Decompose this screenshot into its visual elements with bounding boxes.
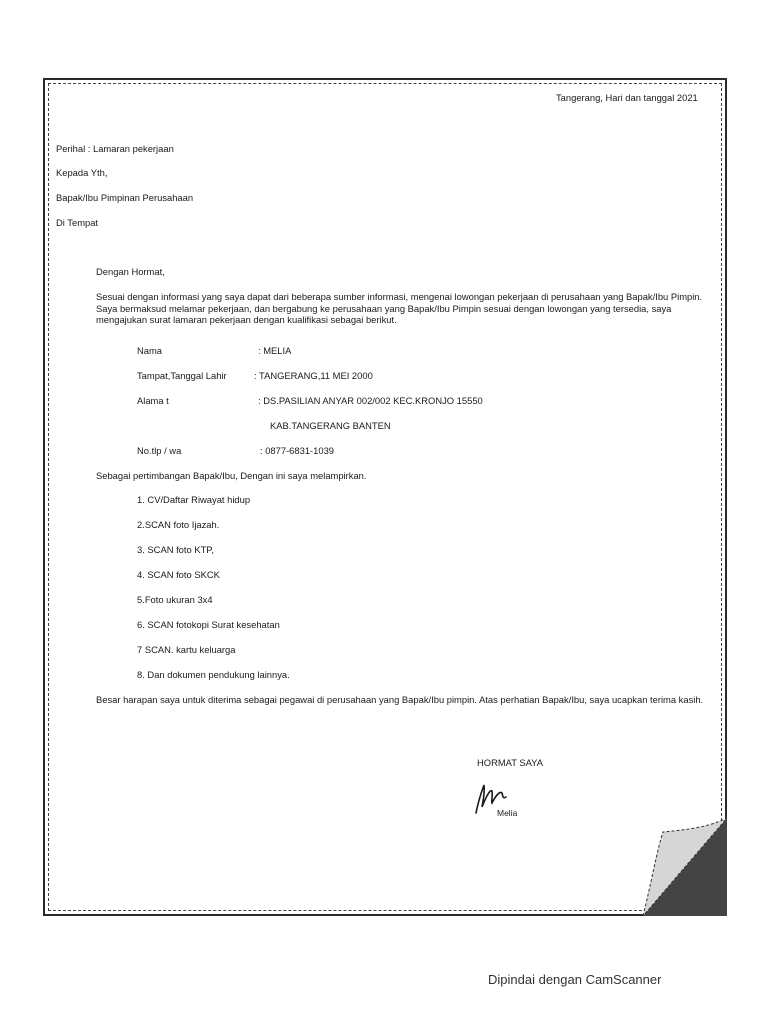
signature-name: Melia <box>497 808 518 818</box>
recipient-line: Bapak/Ibu Pimpinan Perusahaan <box>56 192 194 203</box>
hormat-label: HORMAT SAYA <box>477 757 543 768</box>
field-value: : DS.PASILIAN ANYAR 002/002 KEC.KRONJO 15550 <box>258 395 483 406</box>
place-line: Di Tempat <box>56 217 99 228</box>
greeting: Dengan Hormat, <box>96 266 165 277</box>
camscanner-footer: Dipindai dengan CamScanner <box>488 972 662 987</box>
field-value: : TANGERANG,11 MEI 2000 <box>254 370 373 381</box>
field-value: KAB.TANGERANG BANTEN <box>270 420 391 431</box>
field-value: : 0877-6831-1039 <box>260 445 335 456</box>
closing-paragraph: Besar harapan saya untuk diterima sebagai pegawai di perusahaan yang Bapak/Ibu pimpin. Atas perhatian Bapak/Ibu, saya ucapkan terima kasih. <box>96 694 704 705</box>
field-value: : MELIA <box>258 345 292 356</box>
page-curl-corner <box>643 804 727 916</box>
field-label: Tampat,Tanggal Lahir <box>137 370 227 381</box>
list-item: 3. SCAN foto KTP, <box>137 544 214 555</box>
intro-paragraph: Sesuai dengan informasi yang saya dapat dari beberapa sumber informasi, mengenai lowongan pekerjaan di perusahaan yang Bapak/Ibu Pimpin. Saya bermaksud melamar pekerjaan, dan bergabung ke perusahaan yang Bapak/Ibu Pimpin sesuai dengan lowongan yang tersedia, saya mengajukan surat lamaran pekerjaan dengan kualifikasi sebagai berikut. <box>96 291 703 326</box>
place-date: Tangerang, Hari dan tanggal 2021 <box>556 92 698 103</box>
letter-page <box>43 78 727 916</box>
list-item: 4. SCAN foto SKCK <box>137 569 220 580</box>
field-label: No.tlp / wa <box>137 445 182 456</box>
field-label: Nama <box>137 345 163 356</box>
list-item: 5.Foto ukuran 3x4 <box>137 594 213 605</box>
list-item: 7 SCAN. kartu keluarga <box>137 644 236 655</box>
kepada-line: Kepada Yth, <box>56 167 108 178</box>
list-item: 1. CV/Daftar Riwayat hidup <box>137 494 251 505</box>
field-label: Alama t <box>137 395 169 406</box>
list-item: 6. SCAN fotokopi Surat kesehatan <box>137 619 280 630</box>
list-item: 2.SCAN foto Ijazah. <box>137 519 220 530</box>
attachments-intro: Sebagai pertimbangan Bapak/Ibu, Dengan ini saya melampirkan. <box>96 470 367 481</box>
perihal-line: Perihal : Lamaran pekerjaan <box>56 143 174 154</box>
list-item: 8. Dan dokumen pendukung lainnya. <box>137 669 290 680</box>
